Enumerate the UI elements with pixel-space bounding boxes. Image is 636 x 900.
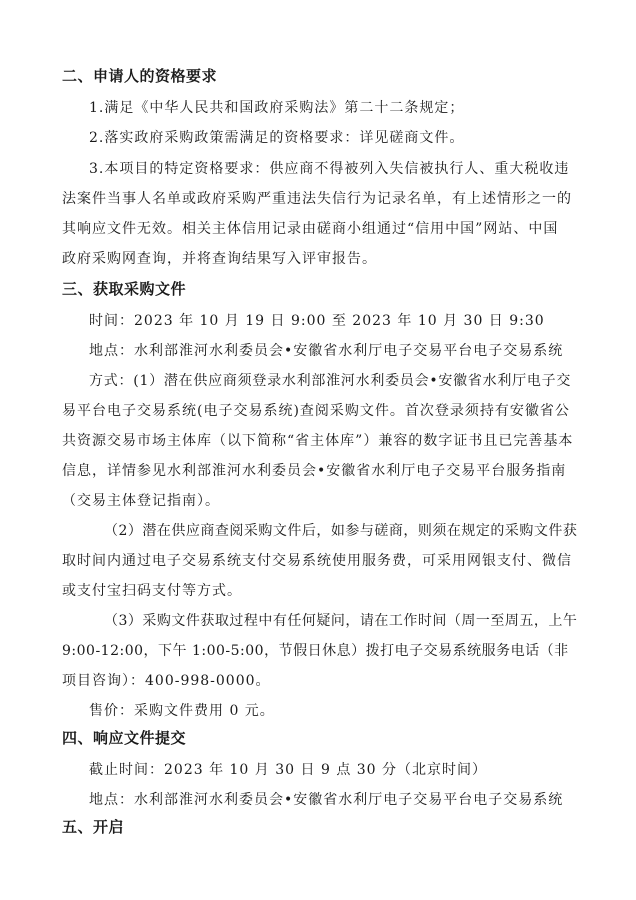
paragraph-qualification-3-line1: 3.本项目的特定资格要求：供应商不得被列入失信被执行人、重大税收违 <box>89 161 570 177</box>
obtain-method3-line3: 项目咨询）：400-998-0000。 <box>62 673 271 689</box>
paragraph-qualification-1: 1.满足《中华人民共和国政府采购法》第二十二条规定； <box>89 100 465 116</box>
paragraph-qualification-3-line3: 其响应文件无效。相关主体信用记录由磋商小组通过“信用中国”网站、中国 <box>62 221 559 237</box>
obtain-method-line1: 方式：(1）潜在供应商须登录水利部淮河水利委员会•安徽省水利厅电子交 <box>89 373 572 389</box>
obtain-method-line4: 信息，详情参见水利部淮河水利委员会•安徽省水利厅电子交易平台服务指南 <box>62 463 567 479</box>
obtain-method-line5: （交易主体登记指南）。 <box>62 493 220 509</box>
obtain-method2-line1: （2）潜在供应商查阅采购文件后，如参与磋商，则须在规定的采购文件获 <box>104 523 578 539</box>
obtain-time: 时间：2023 年 10 月 19 日 9:00 至 2023 年 10 月 30 日 9:30 <box>89 313 545 329</box>
obtain-method-line2: 易平台电子交易系统(电子交易系统)查阅采购文件。首次登录须持有安徽省公 <box>62 403 570 419</box>
paragraph-qualification-3-line2: 法案件当事人名单或政府采购严重违法失信行为记录名单，有上述情形之一的 <box>62 191 572 207</box>
obtain-method2-line3: 或支付宝扫码支付等方式。 <box>62 583 242 599</box>
section-heading-qualification: 二、申请人的资格要求 <box>62 67 218 85</box>
submission-deadline: 截止时间：2023 年 10 月 30 日 9 点 30 分（北京时间） <box>89 762 488 778</box>
section-heading-submission: 四、响应文件提交 <box>62 729 187 747</box>
obtain-price: 售价：采购文件费用 0 元。 <box>89 703 275 719</box>
section-heading-opening: 五、开启 <box>62 818 125 836</box>
paragraph-qualification-2: 2.落实政府采购政策需满足的资格要求：详见磋商文件。 <box>89 130 465 146</box>
obtain-method3-line2: 9:00-12:00，下午 1:00-5:00，节假日休息）拨打电子交易系统服务电话（非 <box>62 643 569 659</box>
obtain-method3-line1: （3）采购文件获取过程中有任何疑问，请在工作时间（周一至周五，上午 <box>104 613 578 629</box>
section-heading-obtain-documents: 三、获取采购文件 <box>62 280 187 298</box>
obtain-method2-line2: 取时间内通过电子交易系统支付交易系统使用服务费，可采用网银支付、微信 <box>62 553 572 569</box>
paragraph-qualification-3-line4: 政府采购网查询，并将查询结果写入评审报告。 <box>62 251 377 267</box>
submission-place: 地点：水利部淮河水利委员会•安徽省水利厅电子交易平台电子交易系统 <box>89 792 564 808</box>
obtain-method-line3: 共资源交易市场主体库（以下简称“省主体库”）兼容的数字证书且已完善基本 <box>62 433 574 449</box>
obtain-place: 地点：水利部淮河水利委员会•安徽省水利厅电子交易平台电子交易系统 <box>89 343 564 359</box>
